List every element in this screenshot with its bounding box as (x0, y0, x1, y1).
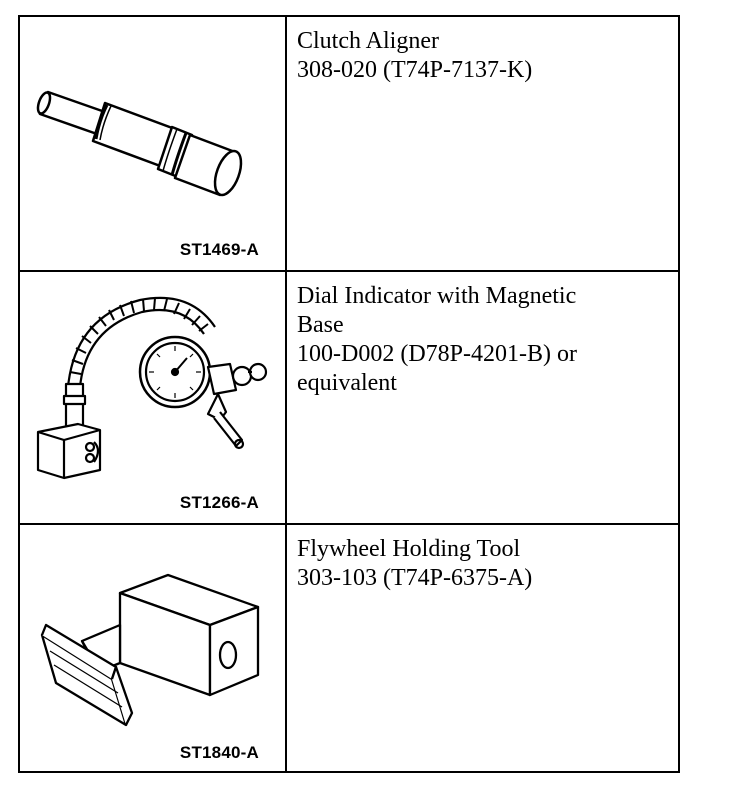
tool-name-line1: Dial Indicator with Magnetic (297, 283, 577, 309)
tool-name-line2: Base (297, 312, 344, 338)
figure-code: ST1266-A (179, 493, 259, 512)
tool-name: Clutch Aligner (297, 28, 439, 54)
figure-code: ST1840-A (179, 743, 259, 762)
tool-description (297, 282, 667, 398)
special-tools-table (18, 15, 680, 773)
illustration-cell (20, 272, 285, 523)
tool-description (297, 27, 667, 85)
clutch-aligner-icon (20, 17, 285, 270)
tool-description (297, 535, 667, 593)
tool-row-flywheel-holding-tool (20, 523, 678, 773)
tool-part-number: 303-103 (T74P-6375-A) (297, 565, 533, 591)
figure-code: ST1469-A (179, 240, 259, 259)
tool-row-dial-indicator (20, 270, 678, 523)
tool-part-number: 308-020 (T74P-7137-K) (297, 57, 533, 83)
tool-part-note: equivalent (297, 370, 397, 396)
tool-name: Flywheel Holding Tool (297, 536, 521, 562)
illustration-cell (20, 525, 285, 773)
dial-indicator-icon (20, 272, 285, 523)
tool-part-number: 100-D002 (D78P-4201-B) or (297, 341, 577, 367)
illustration-cell (20, 17, 285, 270)
flywheel-holding-tool-icon (20, 525, 285, 773)
tool-row-clutch-aligner (20, 17, 678, 270)
